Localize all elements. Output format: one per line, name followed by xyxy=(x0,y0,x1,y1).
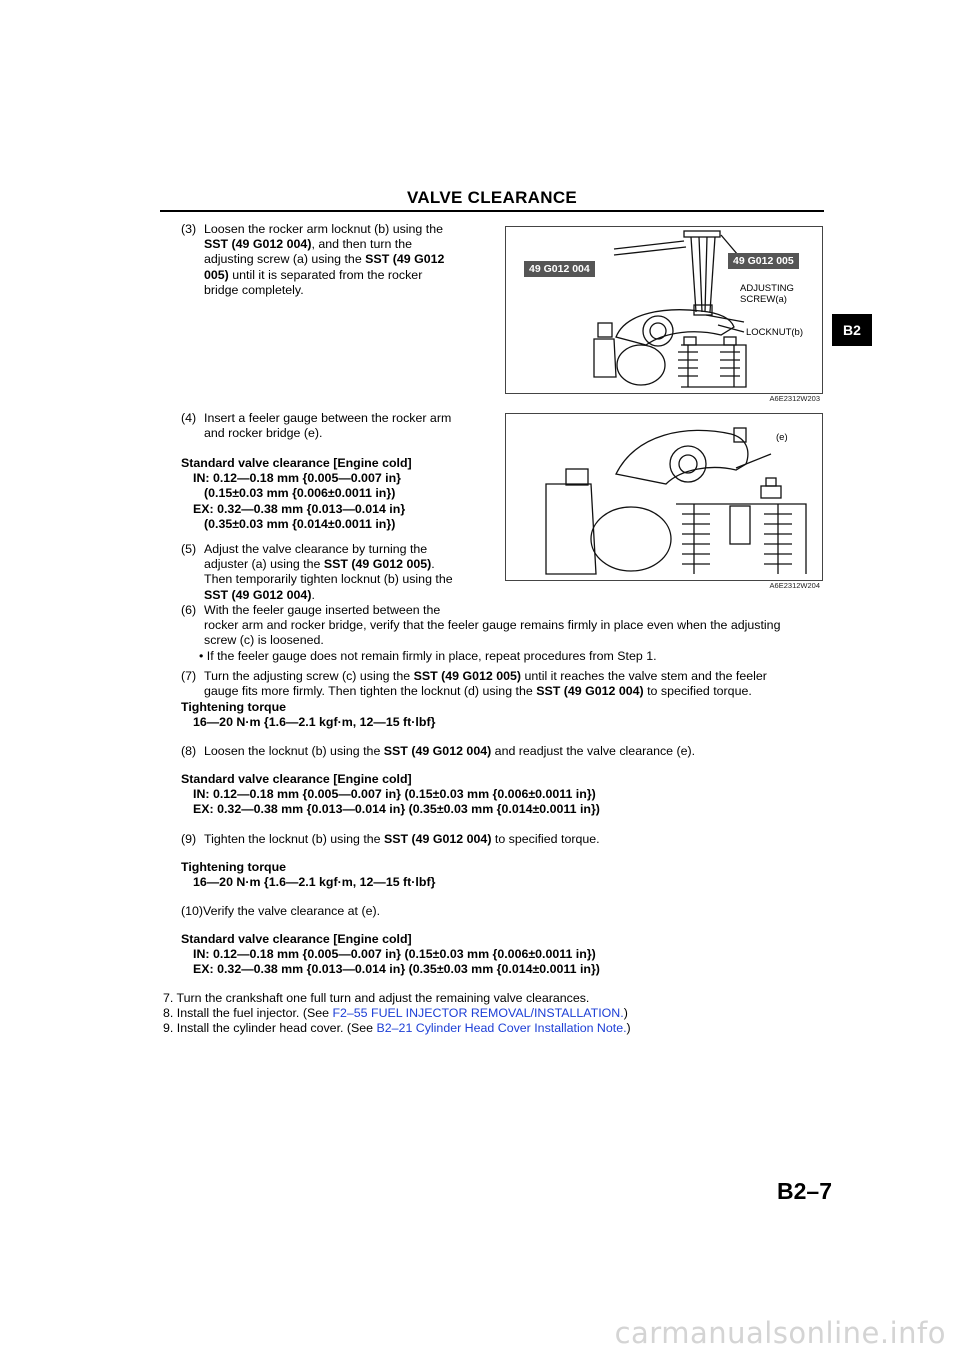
figure-feeler-gauge xyxy=(505,413,823,581)
step-5: (5) Adjust the valve clearance by turning the adjuster (a) using the SST (49 G012 005). Then temporarily tighten locknut (b) using the SST (49 G012 004). xyxy=(181,542,453,602)
step-9: (9) Tighten the locknut (b) using the SST (49 G012 004) to specified torque. xyxy=(181,832,600,846)
spec-valve-clearance-3: Standard valve clearance [Engine cold] IN: 0.12—0.18 mm {0.005—0.007 in} (0.15±0.03 mm {0.006±0.0011 in}) EX: 0.32—0.38 mm {0.013—0.014 in} (0.35±0.03 mm {0.014±0.0011 in}) xyxy=(181,932,600,977)
label-locknut: LOCKNUT(b) xyxy=(746,327,804,338)
step-3: (3) Loosen the rocker arm locknut (b) using the SST (49 G012 004), and then turn the adjusting screw (a) using the SST (49 G012 005) until it is separated from the rocker bridge completely. xyxy=(181,222,445,297)
step-8-fuel-injector: 8. Install the fuel injector. (See F2–55 FUEL INJECTOR REMOVAL/INSTALLATION.) xyxy=(163,1006,628,1021)
step-10: (10)Verify the valve clearance at (e). xyxy=(181,904,381,918)
label-adjusting-screw: ADJUSTING SCREW(a) xyxy=(740,283,794,305)
tool-tag-49g012004: 49 G012 004 xyxy=(524,261,595,277)
step-4: (4) Insert a feeler gauge between the rocker arm and rocker bridge (e). xyxy=(181,411,452,441)
tool-tag-49g012005: 49 G012 005 xyxy=(728,253,799,269)
spec-tightening-torque-1: Tightening torque 16—20 N·m {1.6—2.1 kgf·m, 12—15 ft·lbf} xyxy=(181,700,436,730)
page-title: VALVE CLEARANCE xyxy=(406,188,578,207)
step-7: (7) Turn the adjusting screw (c) using the SST (49 G012 005) until it reaches the valve stem and the feeler gauge fits more firmly. Then tighten the locknut (d) using the SST (49 G012 004) to specified torque. xyxy=(181,669,767,699)
page-number: B2–7 xyxy=(777,1178,832,1204)
figure-1-drawing xyxy=(506,227,822,393)
step-6-bullet: • If the feeler gauge does not remain firmly in place, repeat procedures from Step 1. xyxy=(199,648,657,663)
step-8: (8) Loosen the locknut (b) using the SST (49 G012 004) and readjust the valve clearance (e). xyxy=(181,744,696,758)
section-tab[interactable]: B2 xyxy=(832,314,872,346)
title-rule xyxy=(160,210,824,212)
step-9-head-cover: 9. Install the cylinder head cover. (See B2–21 Cylinder Head Cover Installation Note.) xyxy=(163,1021,631,1036)
label-clearance-e: (e) xyxy=(776,432,788,443)
final-steps xyxy=(163,991,843,1037)
watermark: carmanualsonline.info xyxy=(614,1316,946,1350)
step-7-crankshaft: 7. Turn the crankshaft one full turn and adjust the remaining valve clearances. xyxy=(163,991,590,1005)
figure-2-caption: A6E2312W204 xyxy=(769,581,820,590)
spec-valve-clearance-1: Standard valve clearance [Engine cold] IN: 0.12—0.18 mm {0.005—0.007 in} (0.15±0.03 mm {0.006±0.0011 in}) EX: 0.32—0.38 mm {0.013—0.014 in} (0.35±0.03 mm {0.014±0.0011 in}) xyxy=(181,456,412,531)
figure-2-drawing xyxy=(506,414,822,580)
link-fuel-injector[interactable]: F2–55 FUEL INJECTOR REMOVAL/INSTALLATION. xyxy=(332,1006,624,1021)
figure-sst-tools xyxy=(505,226,823,394)
spec-valve-clearance-2: Standard valve clearance [Engine cold] IN: 0.12—0.18 mm {0.005—0.007 in} (0.15±0.03 mm {0.006±0.0011 in}) EX: 0.32—0.38 mm {0.013—0.014 in} (0.35±0.03 mm {0.014±0.0011 in}) xyxy=(181,772,600,817)
spec-tightening-torque-2: Tightening torque 16—20 N·m {1.6—2.1 kgf·m, 12—15 ft·lbf} xyxy=(181,860,436,890)
step-6: (6) With the feeler gauge inserted between the rocker arm and rocker bridge, verify that the feeler gauge remains firmly in place even when the adjusting screw (c) is loosened. • If the feeler gauge does not remain firmly in place, repeat procedures from Step 1. xyxy=(181,603,831,664)
link-cylinder-head-cover[interactable]: B2–21 Cylinder Head Cover Installation Note. xyxy=(376,1021,627,1036)
figure-1-caption: A6E2312W203 xyxy=(769,394,820,403)
